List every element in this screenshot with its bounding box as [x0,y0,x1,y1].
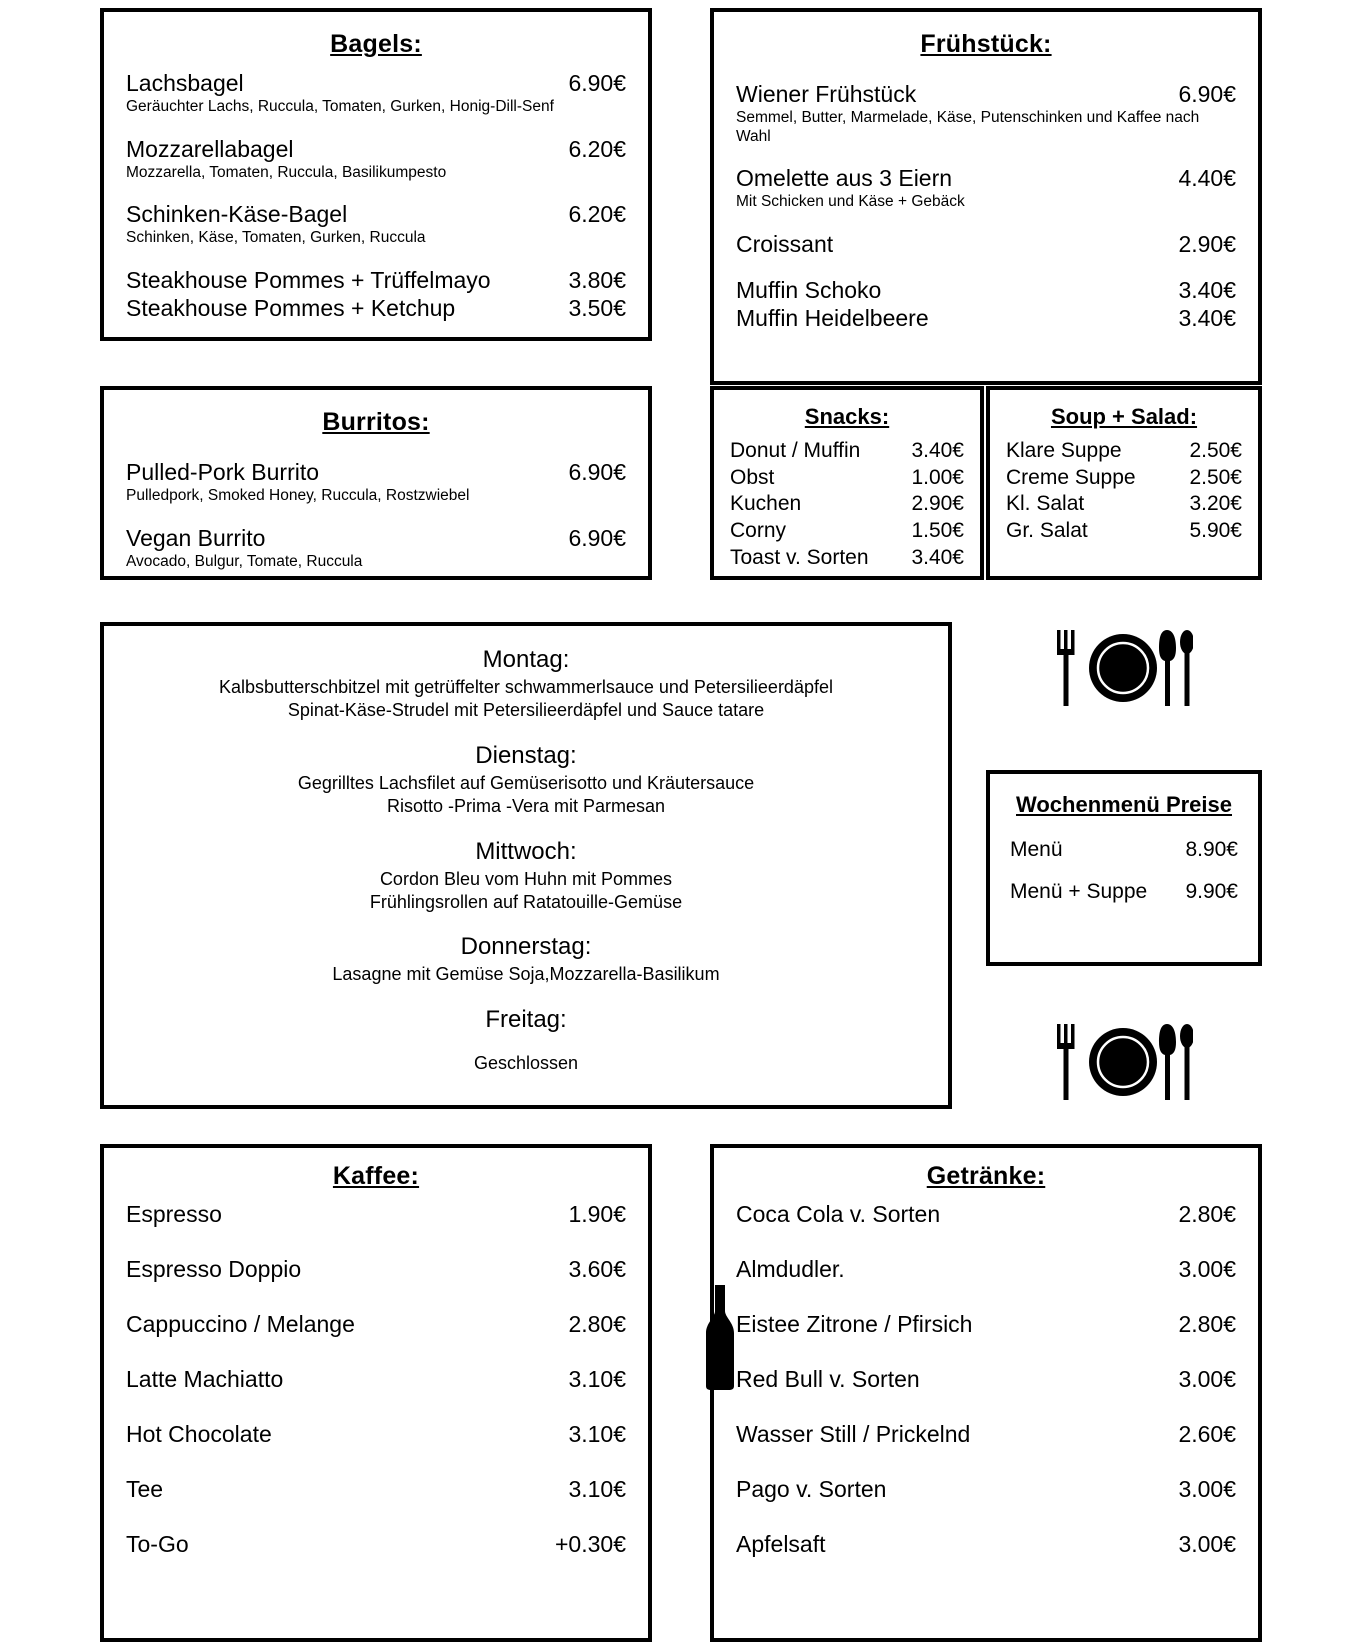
item-name: Muffin Schoko [736,276,882,303]
item-price: 2.90€ [1178,230,1236,257]
menu-item [736,1366,1236,1393]
weekday-label: Donnerstag: [460,933,592,961]
plate-cutlery-icon [1053,628,1193,713]
item-price: 3.50€ [568,294,626,321]
item-description: Mit Schicken und Käse + Gebäck [736,193,965,211]
item-price: 6.20€ [568,135,626,162]
soup-salad-section [986,386,1262,580]
menu-item [126,1201,626,1228]
item-name: Eistee Zitrone / Pfirsich [736,1311,973,1337]
item-name: Toast v. Sorten [730,545,869,569]
item-name: Menü + Suppe [1010,880,1148,903]
item-name: Lachsbagel [126,70,244,96]
menu-item [730,491,964,518]
weekday-label: Montag: [482,646,570,673]
item-price: 3.00€ [1178,1531,1236,1557]
item-name: Steakhouse Pommes + Trüffelmayo [126,266,491,293]
soup-salad-title: Soup + Salad: [1050,404,1198,429]
item-price: 2.50€ [1189,465,1242,489]
plate-cutlery-icon [1053,1022,1193,1107]
burritos-title: Burritos: [322,408,430,436]
item-name: Donut / Muffin [730,439,861,462]
item-name: Wasser Still / Prickelnd [736,1421,971,1447]
item-name: Muffin Heidelbeere [736,304,929,331]
item-name: Pulled-Pork Burrito [126,459,320,485]
weekly-menu-section [100,622,952,1109]
item-price: +0.30€ [555,1531,626,1557]
item-price: 2.80€ [568,1311,626,1337]
price-row [1010,880,1238,904]
menu-item [126,294,626,322]
breakfast-title: Frühstück: [920,30,1052,58]
item-price: 2.80€ [1178,1201,1236,1227]
item-price: 3.60€ [568,1256,626,1282]
menu-item [126,266,626,294]
item-name: Apfelsaft [736,1531,826,1557]
menu-item [736,230,1236,258]
item-description: Semmel, Butter, Marmelade, Käse, Putenschinken und Kaffee nach Wahl [736,109,1200,145]
weekday-block [128,1006,924,1075]
item-name: Omelette aus 3 Eiern [736,165,953,192]
prices-title: Wochenmenü Preise [1016,792,1232,817]
item-price: 6.90€ [568,524,626,551]
menu-item [126,1256,626,1283]
bottle-icon [700,1285,740,1395]
item-name: Espresso [126,1201,222,1227]
menu-item [730,518,964,545]
item-price: 3.40€ [1178,276,1236,303]
menu-item [1006,438,1242,465]
item-price: 3.00€ [1178,1366,1236,1392]
item-name: Schinken-Käse-Bagel [126,201,348,228]
item-price: 1.00€ [911,465,964,489]
coffee-title: Kaffee: [332,1162,420,1190]
item-name: Red Bull v. Sorten [736,1366,920,1392]
weekday-dish: Geschlossen [473,1052,579,1073]
item-price: 3.10€ [568,1366,626,1392]
menu-item [730,545,964,572]
drinks-section [710,1144,1262,1642]
item-price: 3.00€ [1178,1256,1236,1282]
weekday-block [128,646,924,723]
item-name: Corny [730,518,787,542]
item-price: 3.00€ [1178,1476,1236,1502]
menu-item [126,524,626,552]
item-description: Geräuchter Lachs, Ruccula, Tomaten, Gurken, Honig-Dill-Senf [126,98,554,116]
price-row [1010,838,1238,862]
item-price: 2.90€ [911,492,964,516]
item-name: Menü [1010,838,1063,861]
item-name: Hot Chocolate [126,1421,272,1447]
menu-item [736,1476,1236,1503]
coffee-section [100,1144,652,1642]
menu-item [1006,465,1242,492]
item-price: 3.80€ [568,266,626,293]
weekday-dish: Frühlingsrollen auf Ratatouille-Gemüse [369,891,683,912]
breakfast-section [710,8,1262,385]
weekday-label: Mittwoch: [475,837,577,865]
item-price: 6.90€ [568,70,626,96]
menu-item [126,458,626,486]
item-price: 4.40€ [1178,165,1236,192]
menu-item [126,1421,626,1448]
item-name: Mozzarellabagel [126,135,294,162]
item-name: Almdudler. [736,1256,845,1282]
weekday-label: Freitag: [485,1005,567,1033]
item-price: 3.40€ [911,439,964,462]
weekday-block [128,933,924,986]
snacks-section [710,386,984,580]
weekly-menu-prices-section [986,770,1262,966]
drinks-title: Getränke: [926,1162,1046,1190]
menu-item [736,276,1236,304]
menu-item [730,438,964,465]
menu-item [1006,491,1242,518]
item-name: Klare Suppe [1006,439,1122,462]
weekday-dish: Risotto -Prima -Vera mit Parmesan [386,796,666,817]
menu-item [736,1256,1236,1283]
burritos-section [100,386,652,580]
item-description: Avocado, Bulgur, Tomate, Ruccula [126,552,363,570]
menu-item [126,1311,626,1338]
menu-item [736,1311,1236,1338]
item-price: 3.40€ [911,545,964,569]
item-description: Schinken, Käse, Tomaten, Gurken, Ruccula [126,229,426,247]
menu-item [126,1366,626,1393]
item-price: 5.90€ [1189,518,1242,542]
menu-item [126,1476,626,1503]
item-name: Latte Machiatto [126,1366,284,1392]
weekday-label: Dienstag: [475,741,577,769]
item-price: 2.80€ [1178,1311,1236,1337]
item-price: 6.20€ [568,201,626,228]
item-description: Mozzarella, Tomaten, Ruccula, Basilikumpesto [126,163,447,181]
menu-item [736,1531,1236,1558]
item-price: 2.50€ [1189,439,1242,462]
menu-item [126,1531,626,1558]
item-price: 3.40€ [1178,304,1236,331]
item-name: Steakhouse Pommes + Ketchup [126,294,456,321]
item-price: 1.90€ [568,1201,626,1227]
item-description: Pulledpork, Smoked Honey, Ruccula, Rostzwiebel [126,487,470,505]
item-price: 3.10€ [568,1476,626,1502]
bagels-title: Bagels: [330,30,422,58]
item-name: To-Go [126,1531,189,1557]
item-name: Croissant [736,230,834,257]
weekday-dish: Cordon Bleu vom Huhn mit Pommes [379,868,673,889]
item-price: 8.90€ [1185,838,1238,861]
menu-item [730,465,964,492]
item-name: Wiener Frühstück [736,81,917,107]
item-name: Pago v. Sorten [736,1476,887,1502]
menu-item [126,200,626,228]
weekday-block [128,742,924,819]
item-price: 3.10€ [568,1421,626,1447]
item-price: 3.20€ [1189,492,1242,516]
weekday-dish: Lasagne mit Gemüse Soja,Mozzarella-Basilikum [332,964,720,985]
item-name: Cappuccino / Melange [126,1311,355,1337]
weekday-dish: Kalbsbutterschbitzel mit getrüffelter schwammerlsauce und Petersilieerdäpfel [219,677,833,697]
item-name: Tee [126,1476,164,1502]
item-name: Espresso Doppio [126,1256,302,1282]
weekday-dish: Gegrilltes Lachsfilet auf Gemüserisotto und Kräutersauce [297,772,755,793]
item-price: 6.90€ [1178,81,1236,107]
item-name: Kuchen [730,492,802,516]
item-name: Obst [730,465,775,489]
menu-item [736,80,1236,108]
bagels-section [100,8,652,341]
item-name: Gr. Salat [1006,518,1088,542]
item-price: 9.90€ [1185,880,1238,903]
item-price: 6.90€ [568,459,626,485]
weekday-dish: Spinat-Käse-Strudel mit Petersilieerdäpfel und Sauce tatare [287,700,765,721]
menu-item [736,1201,1236,1228]
item-price: 1.50€ [911,518,964,542]
item-price: 2.60€ [1178,1421,1236,1447]
menu-item [736,1421,1236,1448]
menu-item [126,135,626,163]
menu-item [736,304,1236,332]
weekday-block [128,838,924,915]
item-name: Kl. Salat [1006,492,1085,516]
menu-item [736,164,1236,192]
item-name: Coca Cola v. Sorten [736,1201,941,1227]
item-name: Creme Suppe [1006,465,1136,489]
menu-item [126,69,626,97]
snacks-title: Snacks: [804,404,890,429]
item-name: Vegan Burrito [126,524,266,551]
menu-item [1006,518,1242,545]
